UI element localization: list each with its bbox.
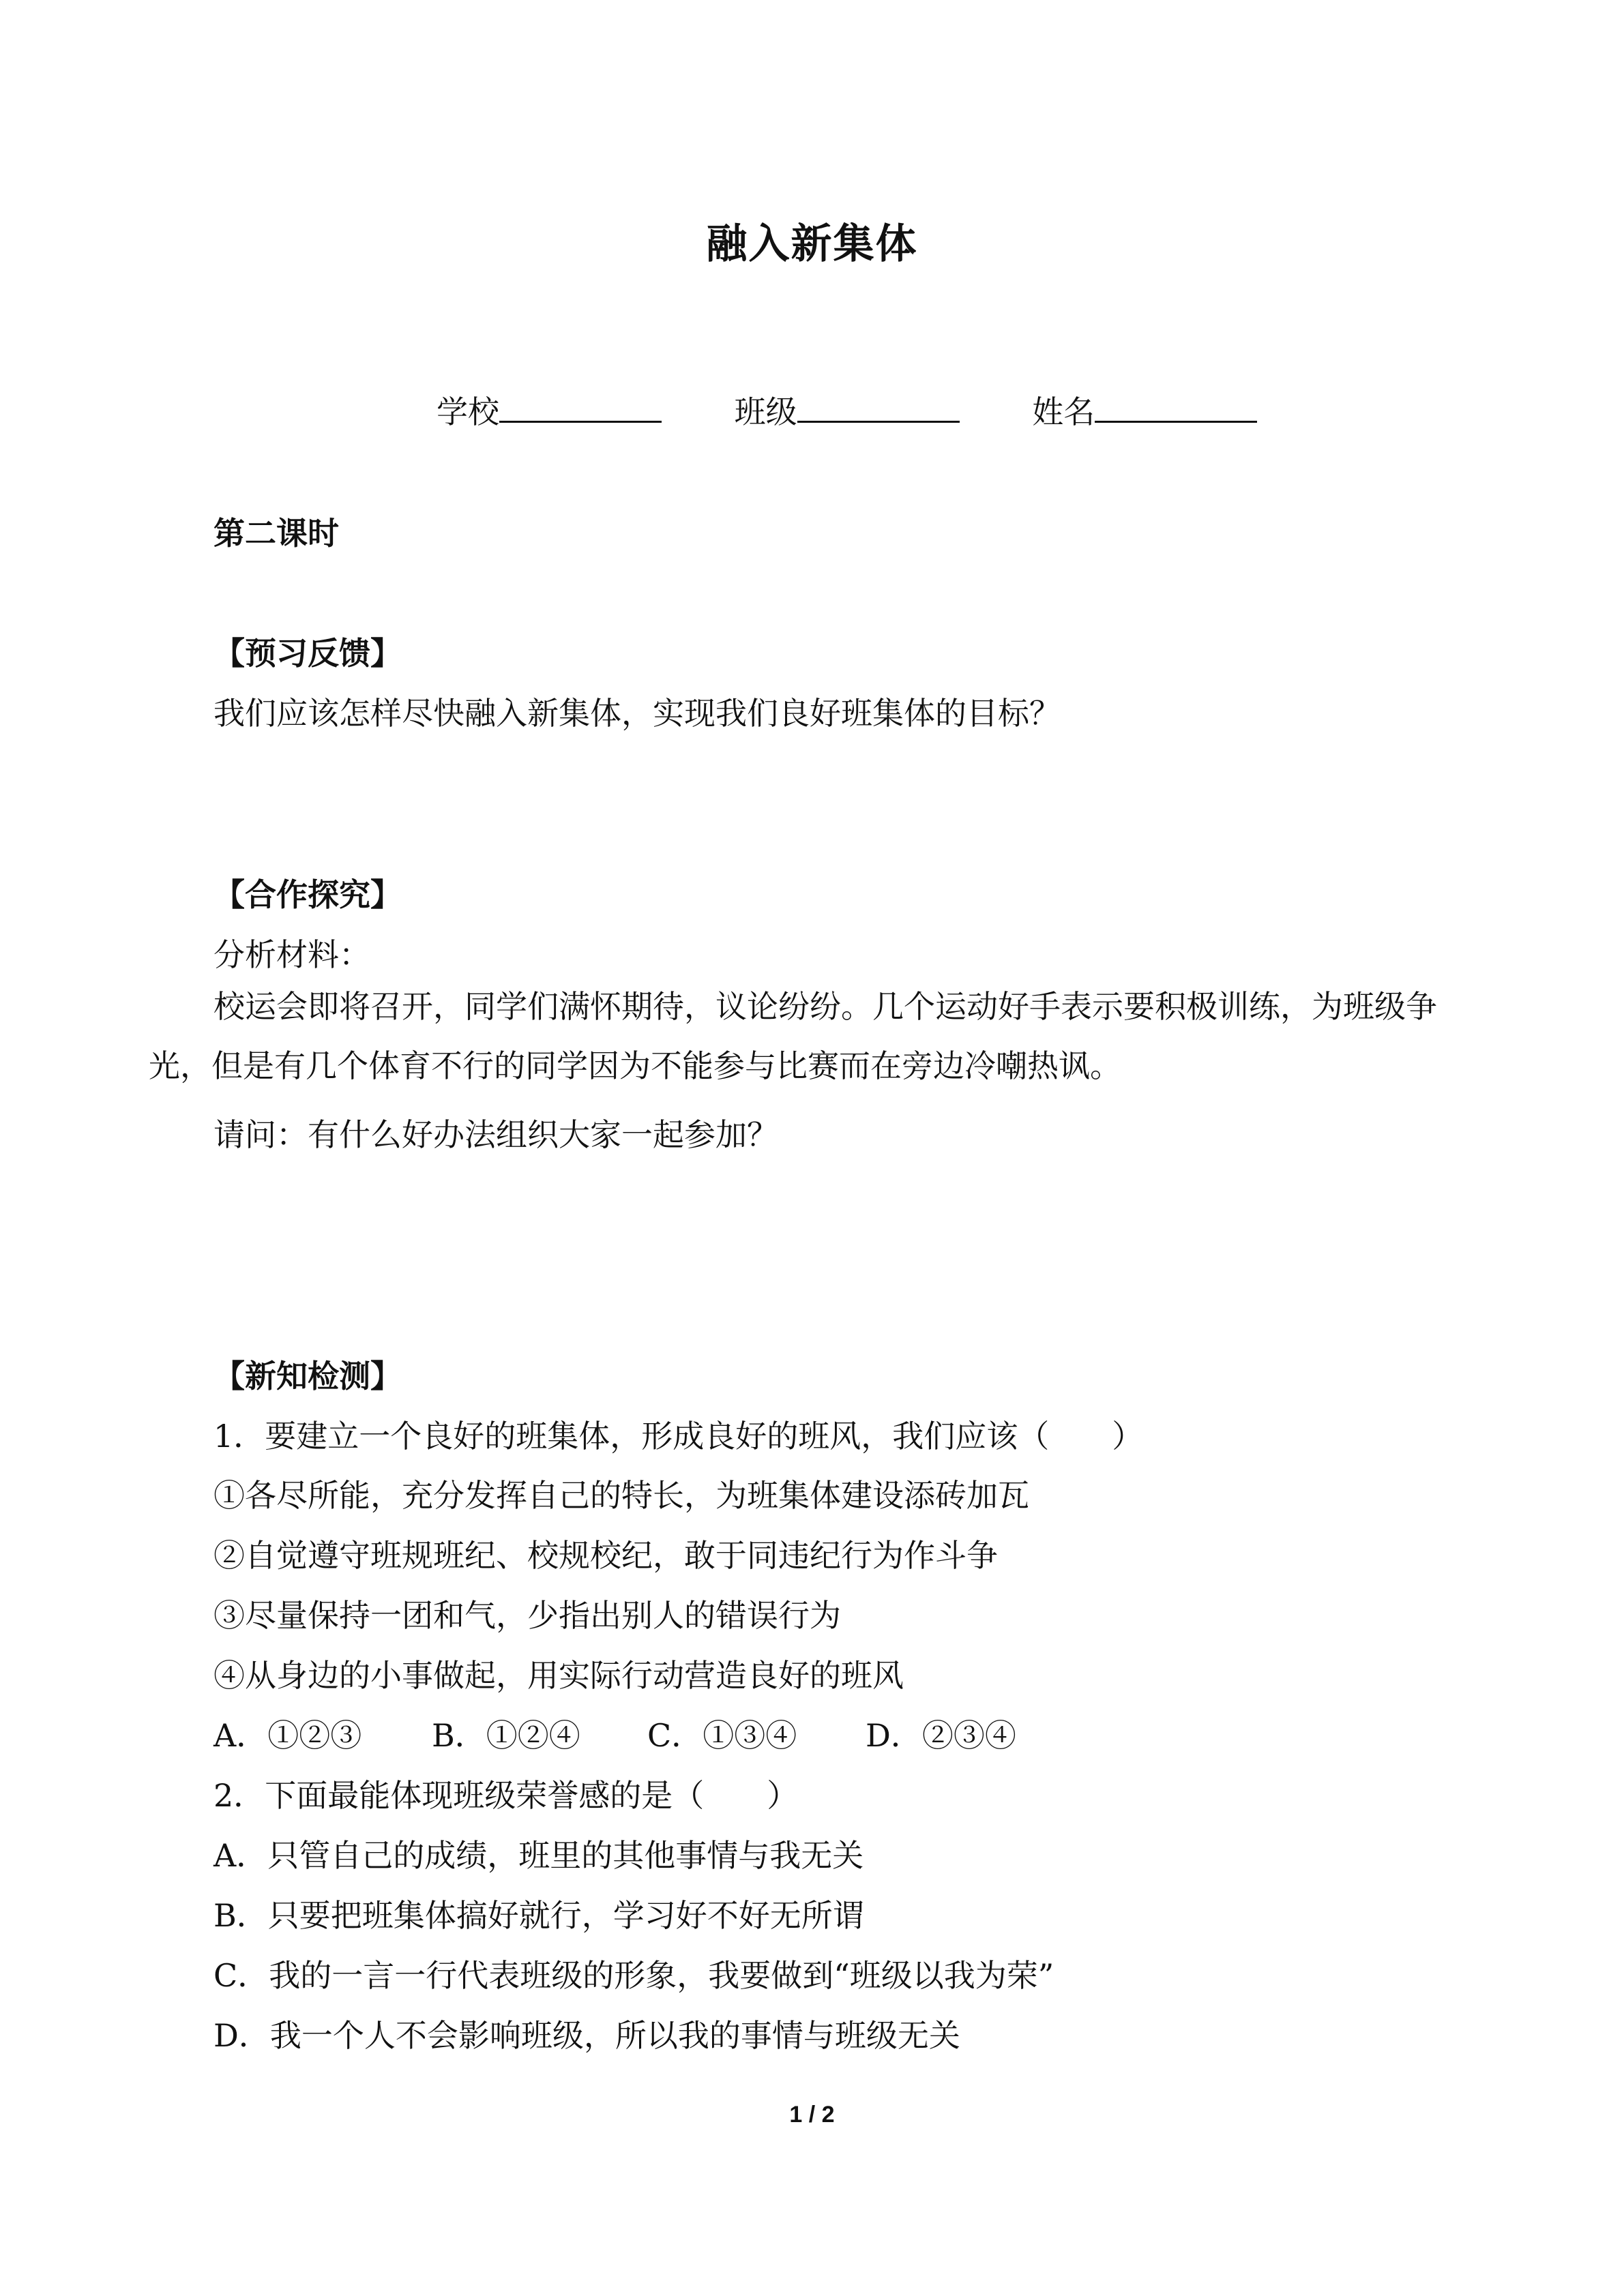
page-number: 1 / 2	[789, 2102, 835, 2128]
school-field	[437, 387, 662, 432]
cooperate-intro: 分析材料：	[213, 936, 370, 973]
cooperate-heading: 【合作探究】	[213, 876, 402, 913]
q2-option-a[interactable]: A．只管自己的成绩，班里的其他事情与我无关	[213, 1837, 864, 1874]
preview-heading: 【预习反馈】	[213, 635, 402, 672]
document-title: 融入新集体	[706, 220, 918, 268]
name-blank[interactable]	[1095, 391, 1257, 423]
q1-option-a[interactable]: A．①②③	[213, 1717, 362, 1754]
cooperate-material	[149, 977, 1465, 1096]
q1-item: ④从身边的小事做起，用实际行动营造良好的班风	[213, 1657, 904, 1694]
cooperate-material-text: 校运会即将召开，同学们满怀期待，议论纷纷。几个运动好手表示要积极训练，为班级争光，但是有几个体育不行的同学因为不能参与比赛而在旁边冷嘲热讽。	[149, 988, 1437, 1084]
q1-option-b[interactable]: B．①②④	[432, 1717, 580, 1754]
q1-item: ①各尽所能，充分发挥自己的特长，为班集体建设添砖加瓦	[213, 1477, 1029, 1514]
q2-stem: 2．下面最能体现班级荣誉感的是（ ）	[213, 1777, 799, 1814]
q1-option-c[interactable]: C．①③④	[647, 1717, 797, 1754]
q2-option-c[interactable]: C．我的一言一行代表班级的形象，我要做到“班级以我为荣”	[213, 1957, 1054, 1994]
q1-item: ②自觉遵守班规班纪、校规校纪，敢于同违纪行为作斗争	[213, 1537, 998, 1574]
class-label: 班级	[734, 393, 797, 430]
q2-option-b[interactable]: B．只要把班集体搞好就行，学习好不好无所谓	[213, 1897, 864, 1934]
test-heading: 【新知检测】	[213, 1358, 402, 1395]
lesson-label: 第二课时	[213, 515, 339, 552]
preview-question: 我们应该怎样尽快融入新集体，实现我们良好班集体的目标？	[213, 695, 1061, 732]
school-blank[interactable]	[499, 391, 662, 423]
q1-stem: 1．要建立一个良好的班集体，形成良好的班风，我们应该（ ）	[213, 1418, 1144, 1455]
school-label: 学校	[437, 393, 499, 430]
class-field	[735, 387, 960, 432]
q2-option-d[interactable]: D．我一个人不会影响班级，所以我的事情与班级无关	[213, 2017, 960, 2054]
q1-item: ③尽量保持一团和气，少指出别人的错误行为	[213, 1597, 841, 1634]
name-field	[1032, 387, 1257, 432]
class-blank[interactable]	[797, 391, 960, 423]
name-label: 姓名	[1032, 393, 1095, 430]
q1-options	[213, 1711, 1016, 1756]
student-info-row	[437, 387, 1257, 432]
q1-option-d[interactable]: D．②③④	[866, 1717, 1016, 1754]
cooperate-question: 请问：有什么好办法组织大家一起参加？	[213, 1116, 778, 1153]
